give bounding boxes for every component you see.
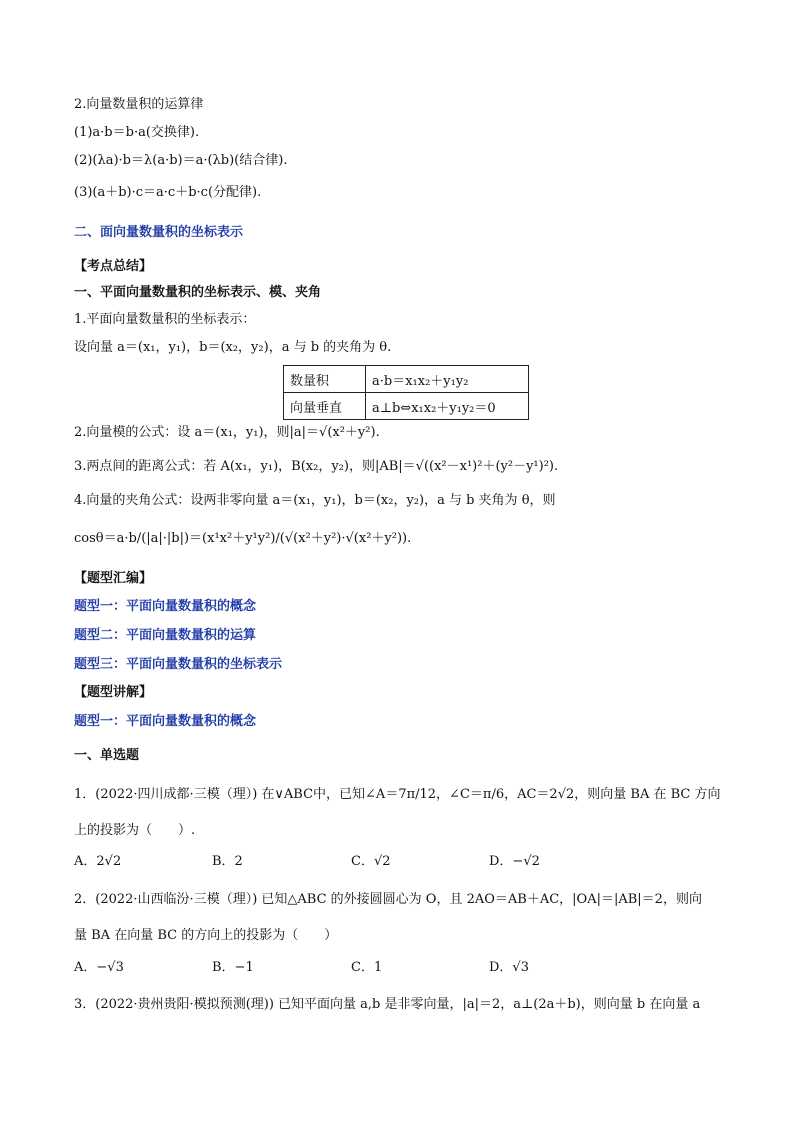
table-row (284, 366, 529, 393)
question-2-stem: 2．(2022·山西临汾·三模（理）) 已知△ABC 的外接圆圆心为 O，且 2AO＝AB＋AC，|OA|＝|AB|＝2，则向 (74, 892, 702, 907)
huibian-title: 【题型汇编】 (74, 571, 153, 586)
jiangjie-sub: 题型一：平面向量数量积的概念 (74, 714, 257, 729)
distance-formula: 3.两点间的距离公式：若 A(x₁，y₁)，B(x₂，y₂)，则|AB|＝√((x²－x¹)²＋(y²－y¹)²). (74, 459, 559, 474)
question-1-stem-cont: 上的投影为（ ）. (74, 823, 196, 838)
law-commutative: (1)a·b＝b·a(交换律). (74, 125, 200, 140)
table-label: 向量垂直 (284, 393, 366, 420)
question-1-stem: 1．(2022·四川成都·三模（理）) 在∨ABC中，已知∠A＝7π/12，∠C＝π/6，AC＝2√2，则向量 BA 在 BC 方向 (74, 787, 721, 802)
huibian-item: 题型二：平面向量数量积的运算 (74, 628, 257, 643)
table-formula: a·b＝x₁x₂＋y₁y₂ (366, 366, 529, 393)
huibian-item: 题型一：平面向量数量积的概念 (74, 599, 257, 614)
law-distributive: (3)(a＋b)·c＝a·c＋b·c(分配律). (74, 185, 262, 200)
option-d: D．−√2 (489, 854, 540, 869)
option-b: B．2 (212, 854, 243, 869)
angle-formula: cosθ＝a·b/(|a|·|b|)＝(x¹x²＋y¹y²)/(√(x²＋y²)·√(x²＋y²)). (74, 531, 412, 546)
single-choice-heading: 一、单选题 (74, 748, 140, 763)
law-associative: (2)(λa)·b＝λ(a·b)＝a·(λb)(结合律). (74, 153, 288, 168)
coord-intro: 1.平面向量数量积的坐标表示： (74, 312, 256, 327)
table-label: 数量积 (284, 366, 366, 393)
kaodian-title: 【考点总结】 (74, 259, 153, 274)
table-formula: a⊥b⇔x₁x₂＋y₁y₂＝0 (366, 393, 529, 420)
option-a: A．2√2 (74, 854, 122, 869)
law-heading: 2.向量数量积的运算律 (74, 97, 204, 112)
huibian-item: 题型三：平面向量数量积的坐标表示 (74, 657, 283, 672)
coord-table (283, 365, 529, 420)
jiangjie-title: 【题型讲解】 (74, 685, 153, 700)
option-c: C．1 (351, 960, 383, 975)
modulus-formula: 2.向量模的公式：设 a＝(x₁，y₁)，则|a|＝√(x²＋y²). (74, 425, 380, 440)
angle-formula-intro: 4.向量的夹角公式：设两非零向量 a＝(x₁，y₁)，b＝(x₂，y₂)，a 与 b 夹角为 θ，则 (74, 493, 556, 508)
question-3-stem: 3．(2022·贵州贵阳·模拟预测(理)) 已知平面向量 a,b 是非零向量，|a|＝2，a⊥(2a＋b)，则向量 b 在向量 a (74, 997, 701, 1012)
question-2-options (74, 959, 529, 977)
option-d: D．√3 (489, 960, 529, 975)
kaodian-subtitle: 一、平面向量数量积的坐标表示、模、夹角 (74, 285, 322, 300)
option-a: A．−√3 (74, 960, 124, 975)
question-2-stem-cont: 量 BA 在向量 BC 的方向上的投影为（ ） (74, 928, 338, 943)
section-title: 二、面向量数量积的坐标表示 (74, 225, 244, 240)
table-row (284, 393, 529, 420)
coord-vectors: 设向量 a＝(x₁，y₁)，b＝(x₂，y₂)，a 与 b 的夹角为 θ. (74, 340, 392, 355)
question-1-options (74, 853, 540, 871)
option-c: C．√2 (351, 854, 391, 869)
option-b: B．−1 (212, 960, 254, 975)
